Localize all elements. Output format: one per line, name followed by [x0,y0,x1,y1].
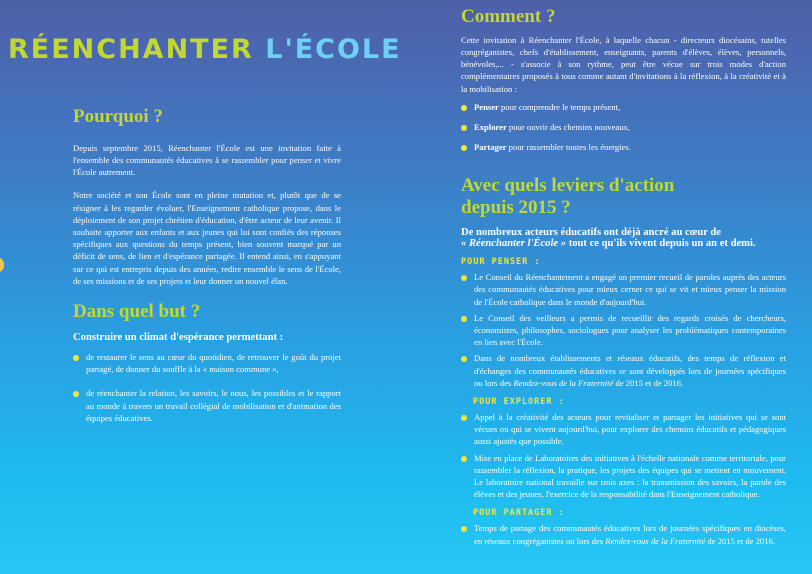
list-item [461,352,786,389]
title-part-2: L'ÉCOLE [265,34,402,65]
list-item: Le Conseil du Réenchantement a engagé un premier recueil de paroles auprès des acteurs des communautés éducatives pour mieux cerner ce qui se vit et mieux penser la mission de l'École catholique dans le monde d'aujourd'hui. [461,271,786,308]
heading-comment: Comment ? [461,6,556,27]
heading-leviers: Avec quels leviers d'action depuis 2015 ? [461,175,675,219]
subhead-explorer-colon: : [558,396,565,407]
subhead-explorer-label: POUR EXPLORER [473,396,553,407]
penser-list [461,271,786,389]
explorer-list [461,411,786,500]
but-list [73,351,341,424]
penser-item-3-end: de 2015 et de 2016. [613,377,684,388]
partager-item-start: Temps de partage des communautés éducatives lors de journées spécifiques en diocèses, en réseaux congréganistes ou lors des [474,523,786,546]
subhead-partager-colon: : [558,508,565,519]
penser-item-3-start: Dans de nombreux établissements et réseaux éducatifs, des temps de réflexion et d'échanges des communautés éducatives se sont développés lors de journées spécifiques ou lors des [474,353,786,388]
comment-list [461,101,786,154]
partager-item-italic: Rendez-vous de la Fraternité [605,535,706,546]
partager-list [461,522,786,546]
list-item: Mise en place de Laboratoires des initiatives à l'échelle nationale comme territoriale, pour rassembler la réflexion, la pratique, les projets des équipes qui se mettent en mouvement. Le laboratoire national travaille sur trois axes : la transmission des savoirs, la parole des élèves et des jeunes, l'exercice de la responsabilité dans l'Enseignement catholique. [461,452,786,501]
mode-partager-text: pour rassembler toutes les énergies. [506,142,631,153]
penser-item-3-italic: Rendez-vous de la Fraternité [513,377,614,388]
list-item [461,141,786,153]
mode-partager: Partager [474,142,507,153]
subhead-penser-label: POUR PENSER [461,257,529,268]
mode-penser-text: pour comprendre le temps présent, [498,101,621,112]
subhead-explorer [461,397,786,407]
subhead-penser-colon: : [534,257,541,268]
list-item: de restaurer le sens au cœur du quotidien, de retrouver le goût du projet partagé, de donner du souffle à la « maison commune », [73,351,341,375]
list-item: Appel à la créativité des acteurs pour revitaliser et partager les initiatives qui se sont vécues ou qui se vivent aujourd'hui, pour explorer des chemins éducatifs et pédagogiques aussi ajustés que possible. [461,411,786,448]
leviers-lead [461,227,786,249]
title-part-1: RÉENCHANTER [8,34,254,65]
comment-paragraph: Cette invitation à Réenchanter l'École, à laquelle chacun - directeurs diocésains, tutelles congréganistes, chefs d'établissement, enseignants, parents d'élèves, élèves, personnels, bénévoles,... - s'associe à son rythme, peut être vécue sur trois modes d'action complémentaires proposés à tous comme autant d'invitations à la réflexion, à la créativité et à la mobilisation : [461,34,786,94]
right-column [461,6,786,547]
leviers-lead-end: tout ce qu'ils vivent depuis un an et demi. [566,238,756,250]
heading-pourquoi: Pourquoi ? [73,106,163,127]
list-item [461,101,786,113]
but-lead: Construire un climat d'espérance permettant : [73,331,284,343]
list-item [461,522,786,546]
list-item [461,121,786,133]
decorative-dot [0,258,4,272]
mode-explorer-text: pour ouvrir des chemins nouveaux, [506,122,630,133]
page-title [8,34,402,65]
partager-item-end: de 2015 et de 2016. [705,535,775,546]
subhead-partager [461,508,786,518]
subhead-partager-label: POUR PARTAGER [473,508,553,519]
left-column [73,106,341,424]
list-item: de réenchanter la relation, les savoirs, le nous, les possibles et le rapport au monde à travers un travail collégial de mobilisation et d'animation des équipes éducatives. [73,387,341,424]
leviers-lead-start: De nombreux acteurs éducatifs ont déjà ancré au cœur de [461,227,722,239]
pourquoi-paragraph-2: Notre société et son École sont en pleine mutation et, plutôt que de se résigner à les regarder évoluer, l'Enseignement catholique propose, dans le déploiement de son projet chrétien d'éducation, d'être acteur de leur avenir. Il souhaite apporter aux enfants et aux jeunes qui lui sont confiés des réponses spécifiques aux questions du temps présent, bien souvent marqué par un déficit de sens, de lien et d'espérance partagée. Il entend ainsi, en s'appuyant sur ce qui est entrepris depuis des années, redire ensemble le sens de l'École, de ses missions et de ses projets et leur donner un nouvel élan. [73,190,341,286]
mode-explorer: Explorer [474,122,507,133]
subhead-penser [461,257,786,267]
mode-penser: Penser [474,101,499,112]
leviers-lead-italic: « Réenchanter l'École » [461,238,567,250]
list-item: Le Conseil des veilleurs a permis de recueillir des regards croisés de chercheurs, économistes, philosophes, sociologues pour analyser les problématiques contemporaines en lien avec l'École. [461,312,786,349]
pourquoi-paragraph-1: Depuis septembre 2015, Réenchanter l'École est une invitation faite à l'ensemble des communautés éducatives à se rassembler pour penser et vivre l'École autrement. [73,142,341,178]
heading-but: Dans quel but ? [73,301,201,323]
